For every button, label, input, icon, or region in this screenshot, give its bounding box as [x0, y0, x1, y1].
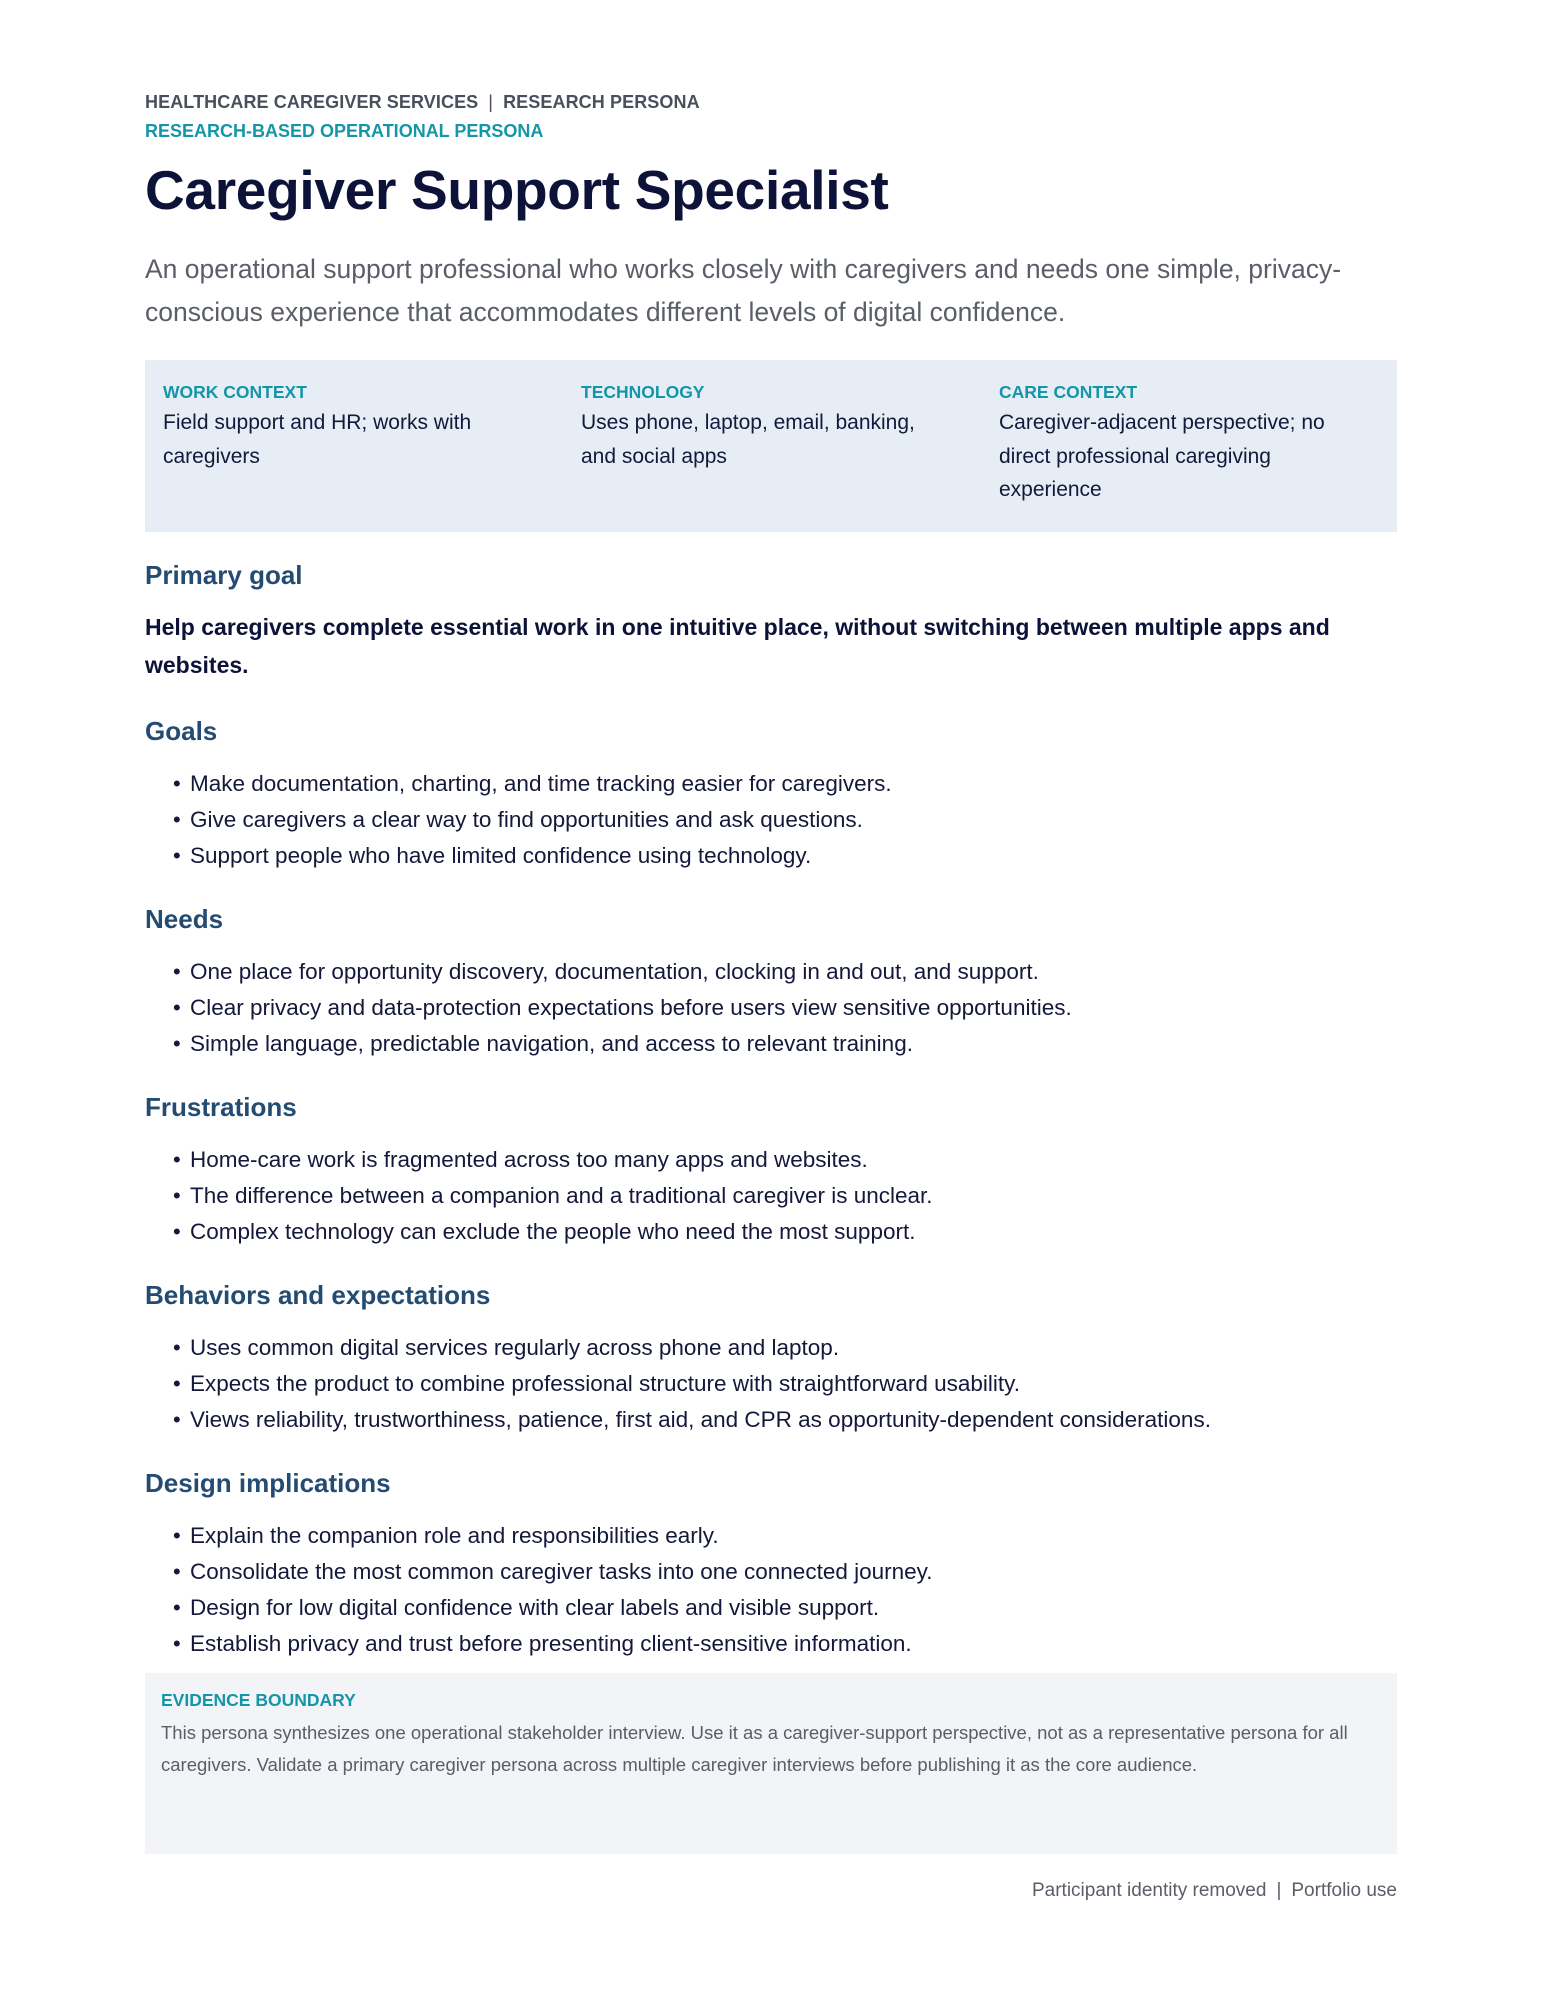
design-implications-heading: Design implications — [145, 1468, 391, 1498]
evidence-text: This persona synthesizes one operational stakeholder interview. Use it as a caregiver-support perspective, not as a representative persona for all caregivers. Validate a primary caregiver persona across multiple caregiver interviews before publishing it as the core audience. — [161, 1722, 1348, 1775]
list-item: • Simple language, predictable navigation, and access to relevant training. — [173, 1026, 1397, 1062]
behaviors-heading: Behaviors and expectations — [145, 1280, 491, 1310]
footer — [1032, 1880, 1397, 1902]
organization-label: HEALTHCARE CAREGIVER SERVICES — [145, 92, 479, 112]
kicker: RESEARCH-BASED OPERATIONAL PERSONA — [145, 121, 544, 141]
eyebrow — [145, 92, 700, 113]
context-text: Field support and HR; works with caregivers — [163, 411, 472, 468]
list-item: • Consolidate the most common caregiver tasks into one connected journey. — [173, 1554, 1397, 1590]
primary-goal-text: Help caregivers complete essential work in one intuitive place, without switching between multiple apps and websites. — [145, 614, 1330, 678]
list-item: • One place for opportunity discovery, documentation, clocking in and out, and support. — [173, 954, 1397, 990]
context-label: TECHNOLOGY — [581, 382, 705, 402]
context-label: WORK CONTEXT — [163, 382, 307, 402]
eyebrow-separator: | — [488, 92, 494, 112]
doc-type-label: RESEARCH PERSONA — [503, 92, 700, 112]
page-title: Caregiver Support Specialist — [145, 159, 889, 221]
behaviors-list — [173, 1330, 1397, 1438]
list-item: • Give caregivers a clear way to find opportunities and ask questions. — [173, 802, 1397, 838]
needs-list — [173, 954, 1397, 1062]
needs-heading: Needs — [145, 904, 224, 934]
list-item: • Support people who have limited confidence using technology. — [173, 838, 1397, 874]
list-item: • Complex technology can exclude the people who need the most support. — [173, 1214, 1397, 1250]
list-item: • Make documentation, charting, and time tracking easier for caregivers. — [173, 766, 1397, 802]
list-item: • Views reliability, trustworthiness, patience, first aid, and CPR as opportunity-dependent considerations. — [173, 1402, 1397, 1438]
context-text: Uses phone, laptop, email, banking, and social apps — [581, 411, 915, 468]
list-item: • Home-care work is fragmented across too many apps and websites. — [173, 1142, 1397, 1178]
page-subtitle: An operational support professional who works closely with caregivers and needs one simple, privacy-conscious experience that accommodates different levels of digital confidence. — [145, 254, 1342, 327]
footer-privacy-note: Participant identity removed — [1031, 1880, 1267, 1901]
evidence-boundary-panel — [145, 1673, 1397, 1854]
footer-separator: | — [1276, 1880, 1282, 1901]
context-label: CARE CONTEXT — [999, 382, 1138, 402]
list-item: • Explain the companion role and responsibilities early. — [173, 1518, 1397, 1554]
list-item: • Clear privacy and data-protection expectations before users view sensitive opportunities. — [173, 990, 1397, 1026]
context-text: Caregiver-adjacent perspective; no direct professional caregiving experience — [999, 411, 1325, 501]
list-item: • Expects the product to combine professional structure with straightforward usability. — [173, 1366, 1397, 1402]
frustrations-list — [173, 1142, 1397, 1250]
list-item: • Uses common digital services regularly across phone and laptop. — [173, 1330, 1397, 1366]
context-panel — [145, 360, 1397, 532]
goals-list — [173, 766, 1397, 874]
list-item: • The difference between a companion and a traditional caregiver is unclear. — [173, 1178, 1397, 1214]
list-item: • Establish privacy and trust before presenting client-sensitive information. — [173, 1626, 1397, 1662]
list-item: • Design for low digital confidence with clear labels and visible support. — [173, 1590, 1397, 1626]
primary-goal-heading: Primary goal — [145, 560, 303, 590]
footer-usage-note: Portfolio use — [1291, 1880, 1397, 1901]
evidence-label: EVIDENCE BOUNDARY — [161, 1690, 356, 1710]
frustrations-heading: Frustrations — [145, 1092, 297, 1122]
context-technology — [581, 378, 931, 473]
goals-heading: Goals — [145, 716, 218, 746]
context-work — [163, 378, 513, 473]
context-care — [999, 378, 1349, 507]
design-implications-list — [173, 1518, 1397, 1662]
